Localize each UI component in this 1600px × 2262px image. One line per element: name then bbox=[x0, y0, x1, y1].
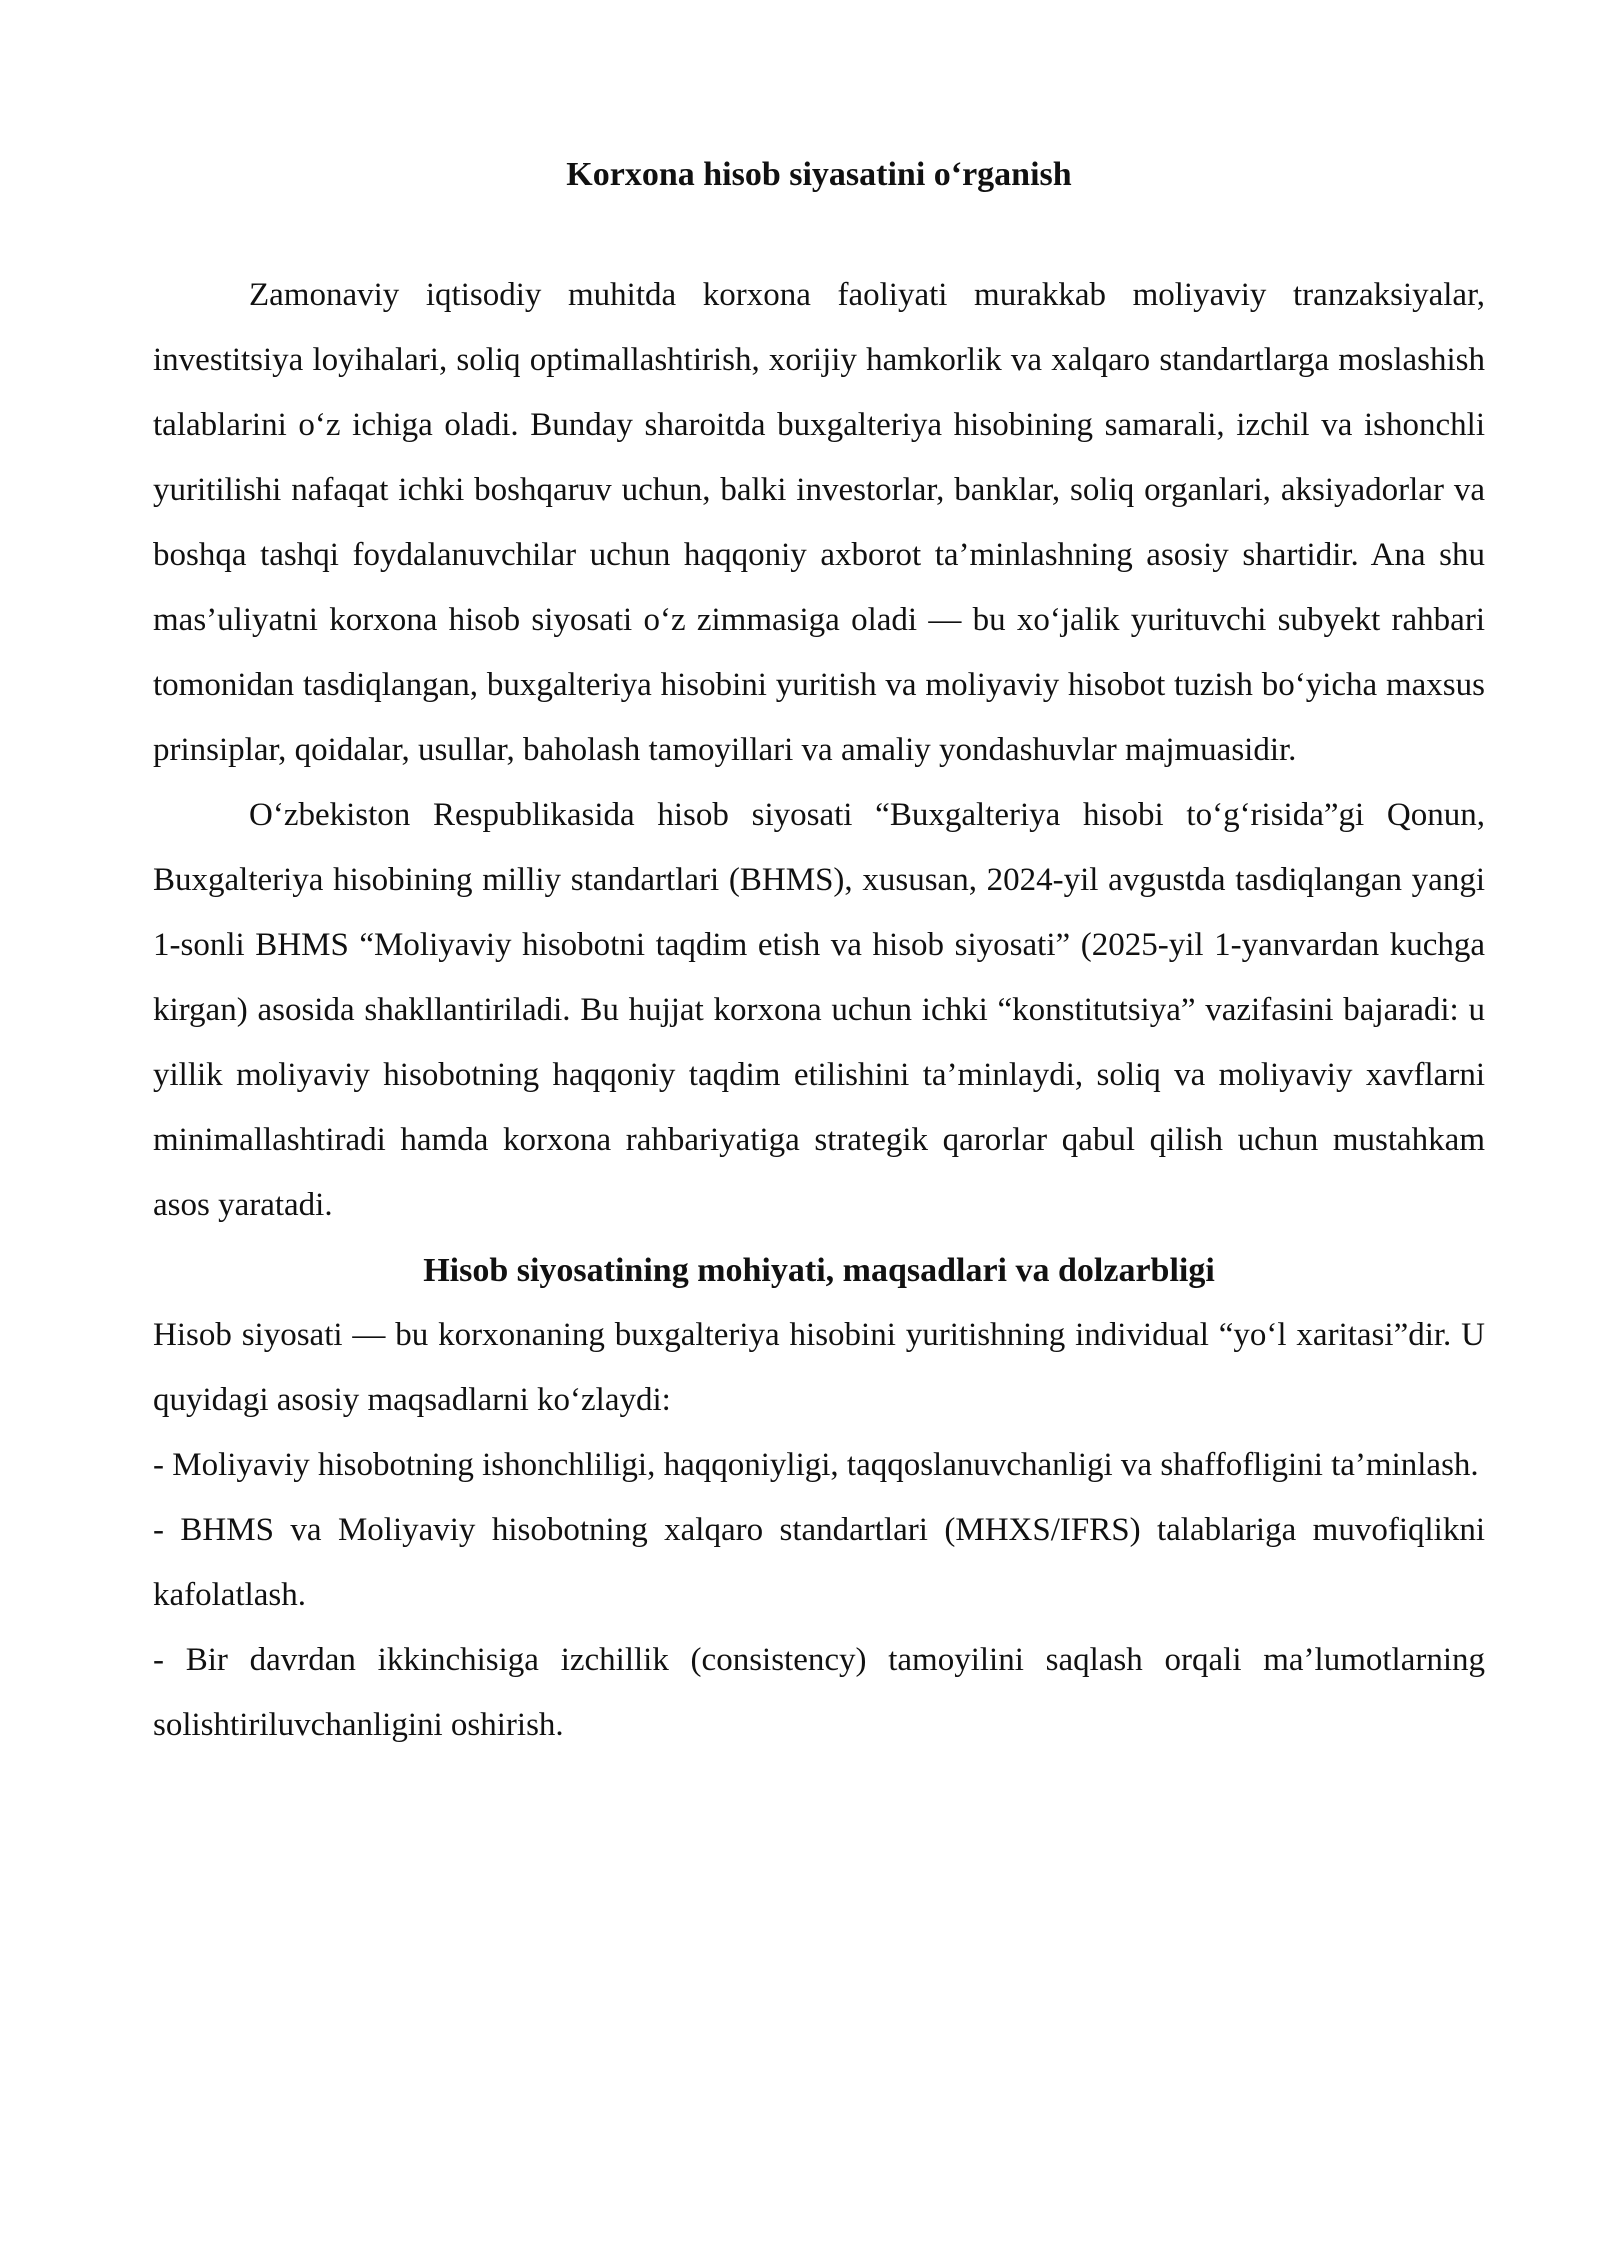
body-paragraph-2: O‘zbekiston Respublikasida hisob siyosati “Buxgalteriya hisobi to‘g‘risida”gi Qonun, Buxgalteriya hisobining milliy standartlari (BHMS), xususan, 2024-yil avgustda tasdiqlangan yangi 1-sonli BHMS “Moliyaviy hisobotni taqdim etish va hisob siyosati” (2025-yil 1-yanvardan kuchga kirgan) asosida shakllantiriladi. Bu hujjat korxona uchun ichki “konstitutsiya” vazifasini bajaradi: u yillik moliyaviy hisobotning haqqoniy taqdim etilishini ta’minlaydi, soliq va moliyaviy xavflarni minimallashtiradi hamda korxona rahbariyatiga strategik qarorlar qabul qilish uchun mustahkam asos yaratadi. bbox=[153, 797, 1485, 1223]
section-intro: Hisob siyosati — bu korxonaning buxgalteriya hisobini yuritishning individual “yo‘l xaritasi”dir. U quyidagi asosiy maqsadlarni ko‘zlaydi: bbox=[153, 1317, 1485, 1418]
body-paragraph-1: Zamonaviy iqtisodiy muhitda korxona faoliyati murakkab moliyaviy tranzaksiyalar, investitsiya loyihalari, soliq optimallashtirish, xorijiy hamkorlik va xalqaro standartlarga moslashish talablarini o‘z ichiga oladi. Bunday sharoitda buxgalteriya hisobining samarali, izchil va ishonchli yuritilishi nafaqat ichki boshqaruv uchun, balki investorlar, banklar, soliq organlari, aksiyadorlar va boshqa tashqi foydalanuvchilar uchun haqqoniy axborot ta’minlashning asosiy shartidir. Ana shu mas’uliyatni korxona hisob siyosati o‘z zimmasiga oladi — bu xo‘jalik yurituvchi subyekt rahbari tomonidan tasdiqlangan, buxgalteriya hisobini yuritish va moliyaviy hisobot tuzish bo‘yicha maxsus prinsiplar, qoidalar, usullar, baholash tamoyillari va amaliy yondashuvlar majmuasidir. bbox=[153, 277, 1485, 768]
document-page bbox=[153, 150, 1485, 1758]
document-title: Korxona hisob siyasatini o‘rganish bbox=[566, 156, 1072, 193]
list-item-1: - Moliyaviy hisobotning ishonchliligi, haqqoniyligi, taqqoslanuvchanligi va shaffofligini ta’minlash. bbox=[153, 1447, 1479, 1483]
list-item-2: - BHMS va Moliyaviy hisobotning xalqaro standartlari (MHXS/IFRS) talablariga muvofiqlikni kafolatlash. bbox=[153, 1512, 1485, 1613]
section-heading: Hisob siyosatining mohiyati, maqsadlari va dolzarbligi bbox=[423, 1252, 1215, 1289]
list-item-3: - Bir davrdan ikkinchisiga izchillik (consistency) tamoyilini saqlash orqali ma’lumotlarning solishtiriluvchanligini oshirish. bbox=[153, 1642, 1485, 1743]
